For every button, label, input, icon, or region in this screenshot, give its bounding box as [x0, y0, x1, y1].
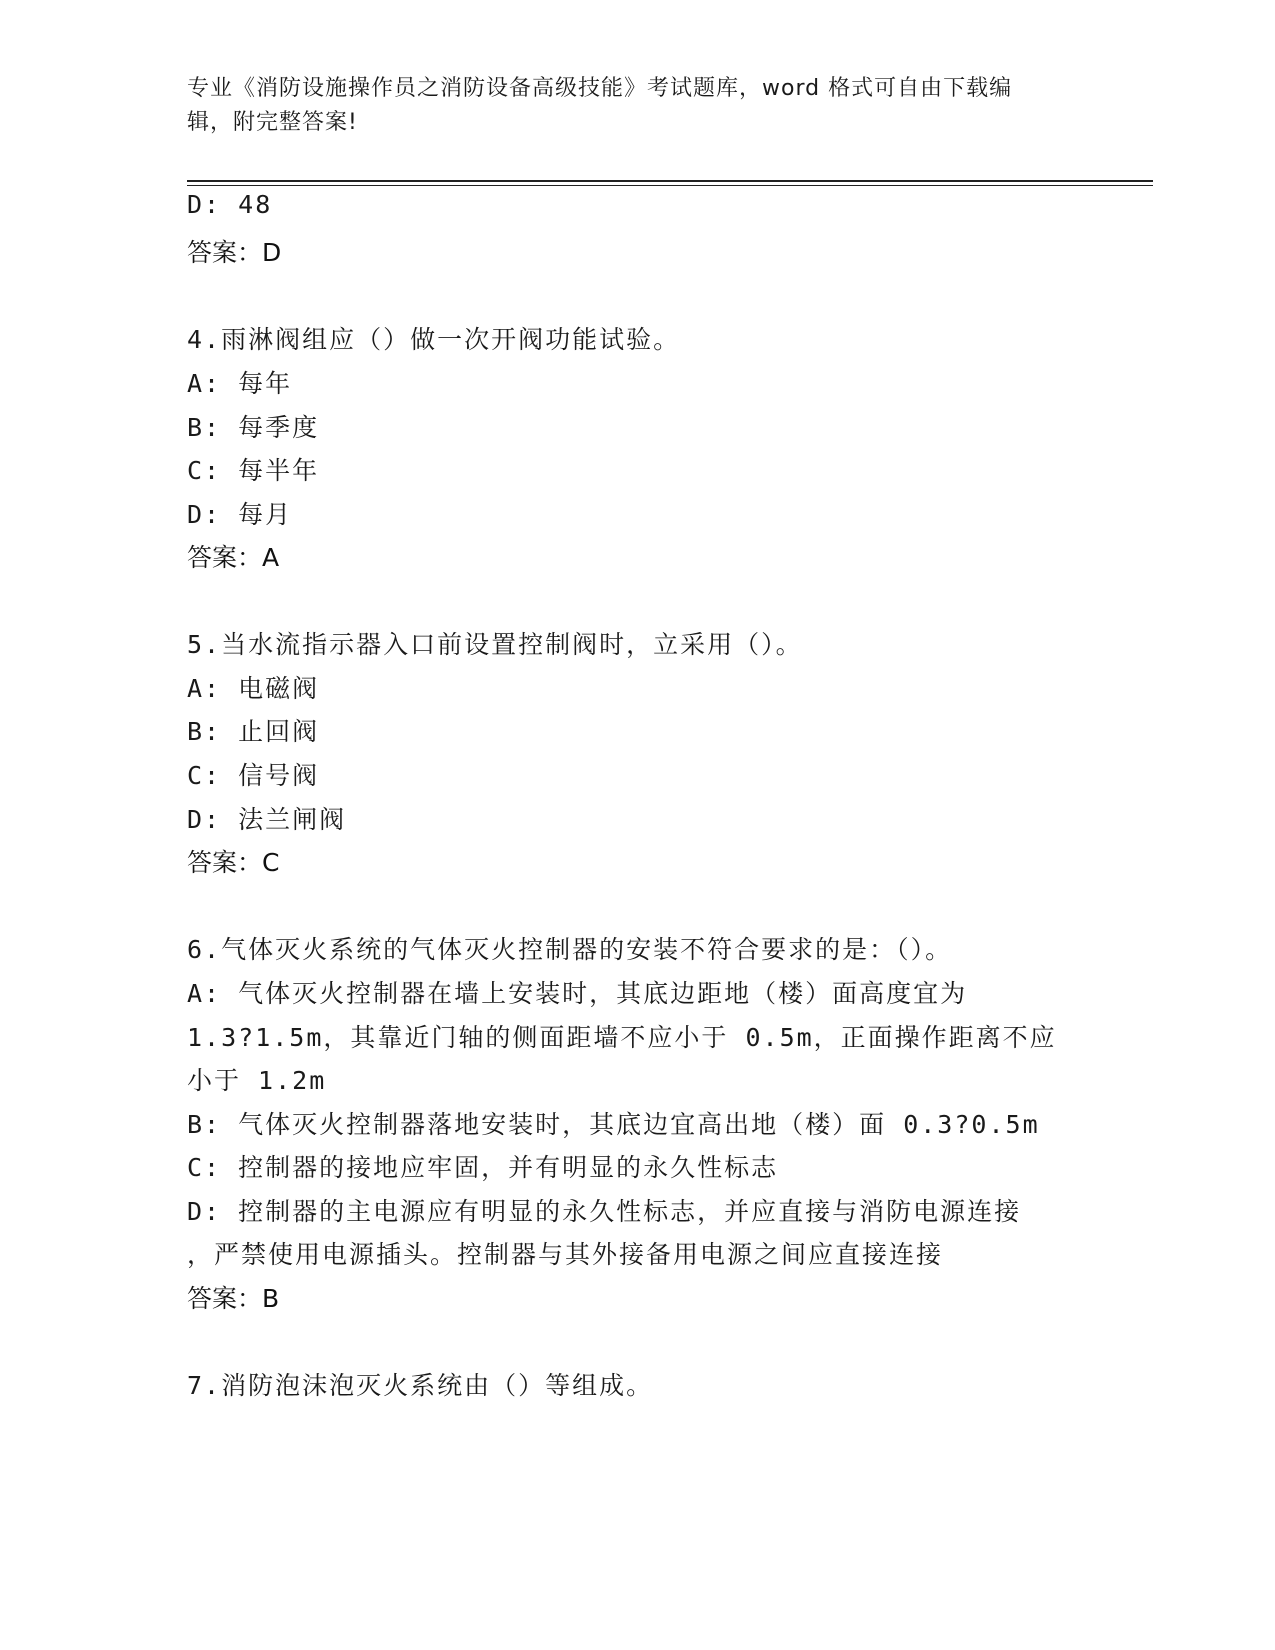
q6-option-c: C: 控制器的接地应牢固，并有明显的永久性标志 [187, 1153, 779, 1182]
q4-stem: 4.雨淋阀组应（）做一次开阀功能试验。 [187, 325, 681, 354]
prev-question-option-d: D: 48 [187, 190, 273, 219]
q4-option-c: C: 每半年 [187, 456, 320, 485]
q4-option-a: A: 每年 [187, 369, 293, 398]
q5-option-b: B: 止回阀 [187, 717, 320, 746]
prev-question-answer: 答案：D [187, 238, 282, 267]
q6-option-d-line-1: D: 控制器的主电源应有明显的永久性标志，并应直接与消防电源连接 [187, 1197, 1022, 1226]
q6-answer: 答案：B [187, 1284, 280, 1313]
q6-option-d-line-2: ，严禁使用电源插头。控制器与其外接备用电源之间应直接连接 [187, 1240, 944, 1269]
q6-option-a-line-1: A: 气体灭火控制器在墙上安装时，其底边距地（楼）面高度宜为 [187, 979, 968, 1008]
q5-stem: 5.当水流指示器入口前设置控制阀时，立采用（）。 [187, 630, 803, 659]
q4-option-b: B: 每季度 [187, 413, 320, 442]
header-line-1: 专业《消防设施操作员之消防设备高级技能》考试题库，word 格式可自由下载编 [187, 76, 1013, 101]
q5-option-c: C: 信号阀 [187, 761, 320, 790]
q5-answer: 答案：C [187, 848, 280, 877]
document-header [187, 72, 1077, 140]
header-line-2: 辑，附完整答案! [187, 110, 358, 135]
q5-option-d: D: 法兰闸阀 [187, 805, 347, 834]
q6-option-a-line-2: 1.3?1.5m，其靠近门轴的侧面距墙不应小于 0.5m，正面操作距离不应 [187, 1023, 1057, 1052]
q5-option-a: A: 电磁阀 [187, 674, 320, 703]
q4-answer: 答案：A [187, 543, 280, 572]
header-rule-thin [187, 185, 1153, 186]
q6-option-b: B: 气体灭火控制器落地安装时，其底边宜高出地（楼）面 0.3?0.5m [187, 1110, 1040, 1139]
q6-stem: 6.气体灭火系统的气体灭火控制器的安装不符合要求的是：（）。 [187, 935, 953, 964]
q4-option-d: D: 每月 [187, 500, 293, 529]
q6-option-a-line-3: 小于 1.2m [187, 1066, 327, 1095]
header-rule-thick [187, 180, 1153, 182]
q7-stem: 7.消防泡沫泡灭火系统由（）等组成。 [187, 1371, 654, 1400]
